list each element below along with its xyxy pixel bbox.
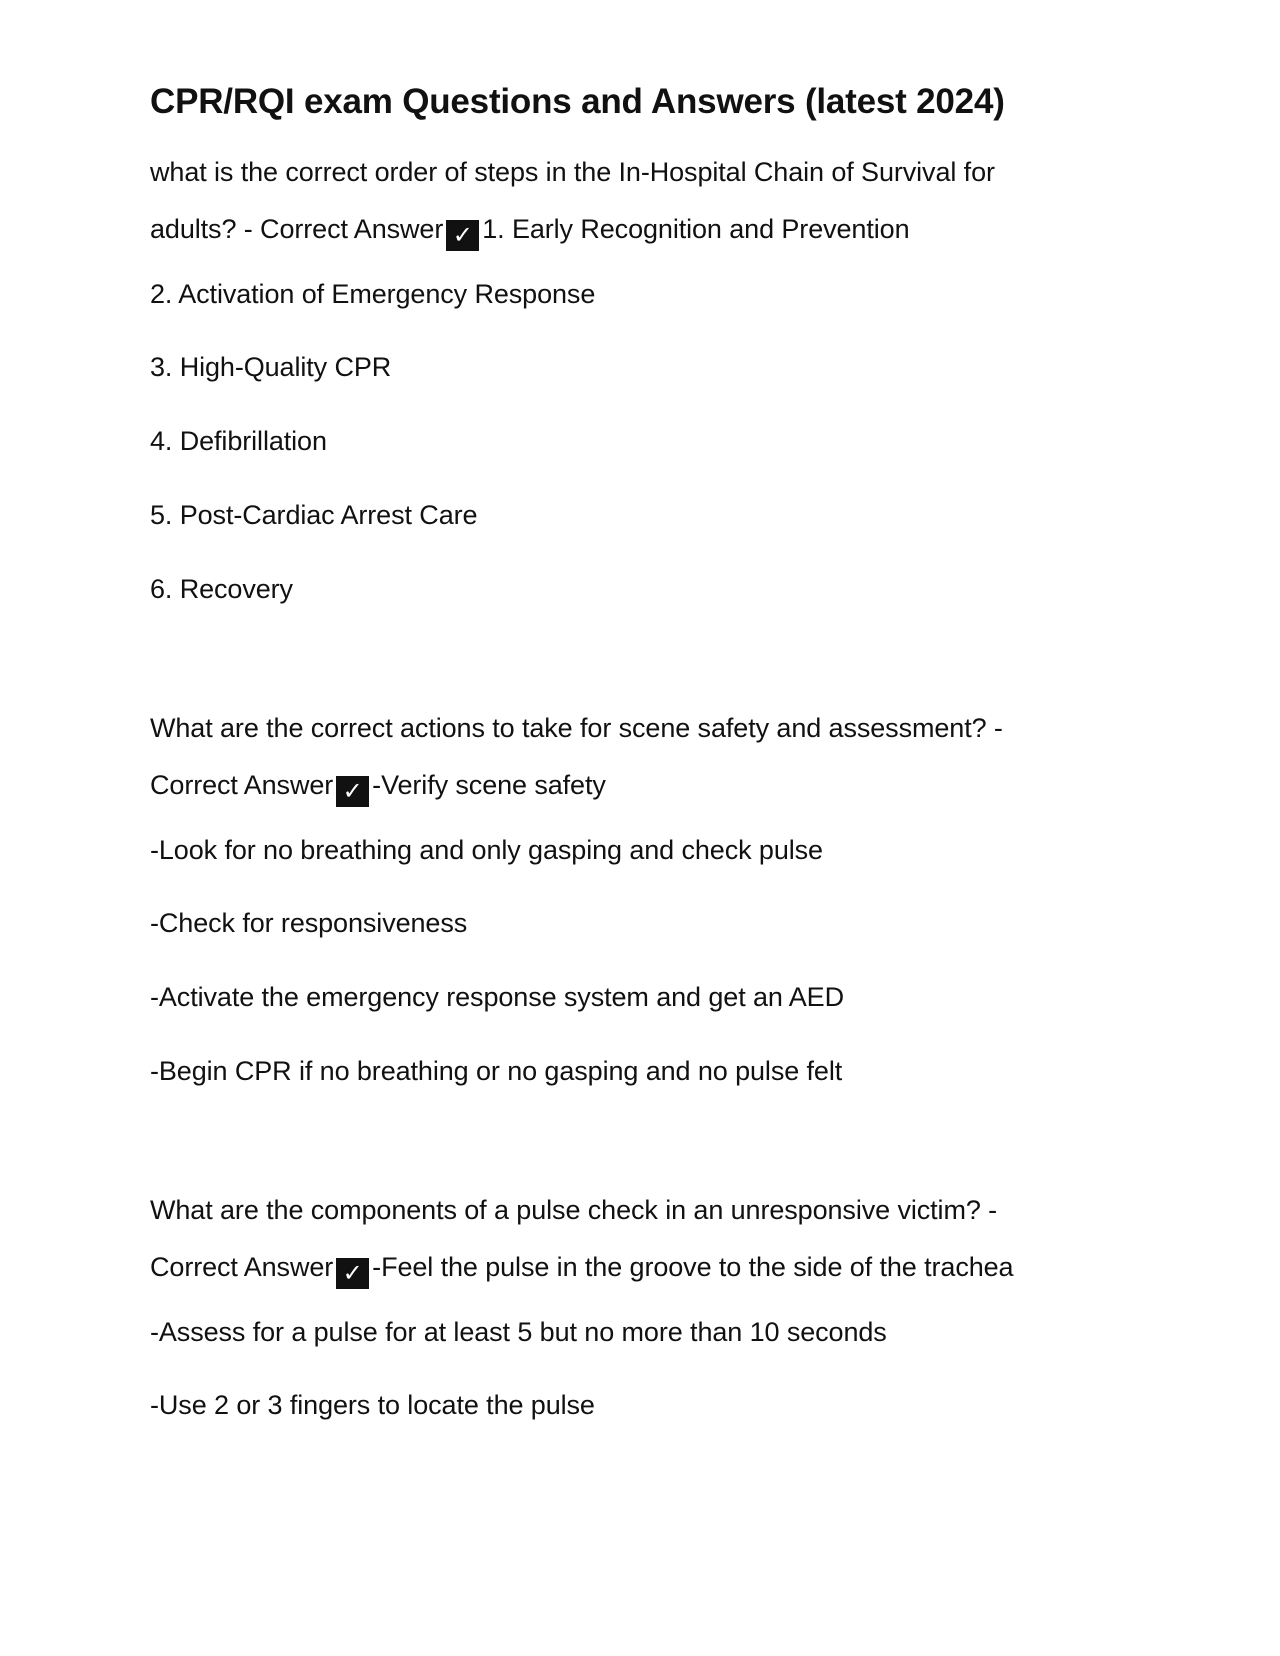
document-content (150, 76, 1130, 1442)
question-2-text: What are the correct actions to take for scene safety and assessment? - (150, 713, 1003, 743)
question-3-answer-first: -Feel the pulse in the groove to the side of the trachea (372, 1252, 1014, 1282)
question-3-text: What are the components of a pulse check in an unresponsive victim? - (150, 1195, 998, 1225)
question-3-answer-line (150, 1239, 1130, 1296)
checkmark-icon: ✓ (336, 1258, 369, 1289)
question-3-answer-prefix: Correct Answer (150, 1252, 334, 1282)
question-1-answer-line (150, 201, 1130, 258)
document-title: CPR/RQI exam Questions and Answers (latest 2024) (150, 82, 1005, 121)
answer-item: 2. Activation of Emergency Response (150, 279, 596, 309)
answer-item: -Activate the emergency response system and get an AED (150, 982, 844, 1012)
question-2-answer-first: -Verify scene safety (372, 770, 606, 800)
section-spacer (150, 626, 1130, 700)
answer-item: -Use 2 or 3 fingers to locate the pulse (150, 1390, 595, 1420)
checkmark-icon: ✓ (446, 220, 479, 251)
answer-item: 3. High-Quality CPR (150, 352, 392, 382)
answer-item: -Assess for a pulse for at least 5 but no more than 10 seconds (150, 1317, 887, 1347)
question-1-answer-prefix: adults? - Correct Answer (150, 214, 444, 244)
answer-item: 4. Defibrillation (150, 426, 327, 456)
question-3 (150, 1182, 1130, 1442)
answer-item: 6. Recovery (150, 574, 293, 604)
answer-item: -Check for responsiveness (150, 908, 468, 938)
answer-item: 5. Post-Cardiac Arrest Care (150, 500, 478, 530)
question-1-text: what is the correct order of steps in the In-Hospital Chain of Survival for (150, 157, 995, 187)
answer-item: -Look for no breathing and only gasping and check pulse (150, 835, 823, 865)
answer-item: -Begin CPR if no breathing or no gasping and no pulse felt (150, 1056, 843, 1086)
question-2 (150, 700, 1130, 1108)
question-2-answer-prefix: Correct Answer (150, 770, 334, 800)
question-1-answer-first: 1. Early Recognition and Prevention (482, 214, 910, 244)
checkmark-icon: ✓ (336, 776, 369, 807)
question-1 (150, 144, 1130, 626)
question-2-answer-line (150, 757, 1130, 814)
section-spacer (150, 1108, 1130, 1182)
